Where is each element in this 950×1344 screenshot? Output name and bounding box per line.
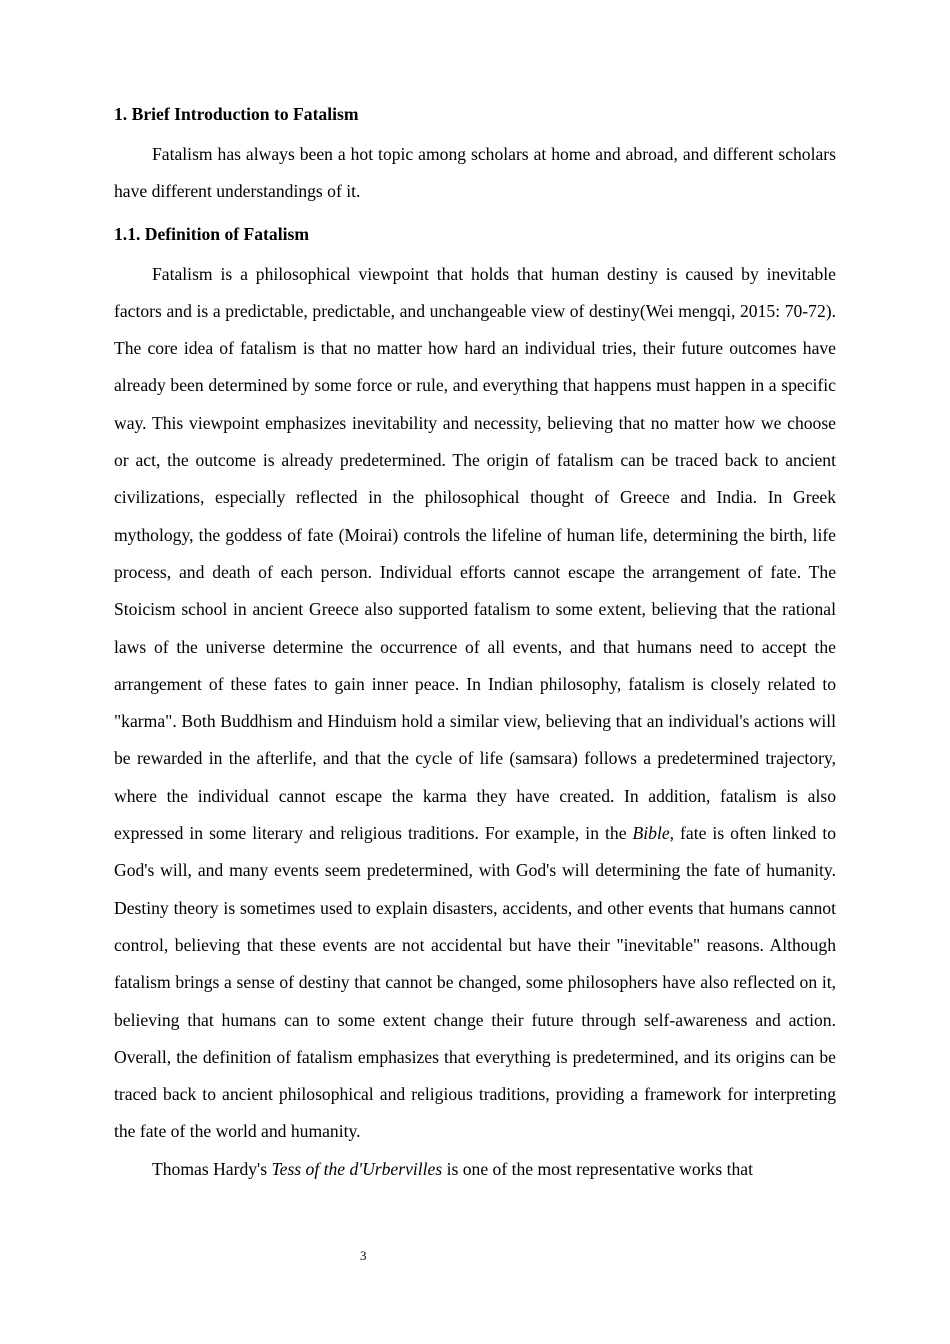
bible-title: Bible: [632, 823, 670, 844]
intro-paragraph: Fatalism has always been a hot topic among scholars at home and abroad, and different scholars have different understandings of it.: [114, 144, 836, 202]
document-page: [114, 100, 836, 1188]
section-heading-brief-introduction: 1. Brief Introduction to Fatalism: [114, 104, 359, 124]
definition-text-part1: Fatalism is a philosophical viewpoint that holds that human destiny is caused by inevitable factors and is a predictable, predictable, and unchangeable view of destiny(Wei mengqi, 2015: 70-72). The core idea of fatalism is that no matter how hard an individual tries, their future outcomes have already been determined by some force or rule, and everything that happens must happen in a specific way. This viewpoint emphasizes inevitability and necessity, believing that no matter how we choose or act, the outcome is already predetermined. The origin of fatalism can be traced back to ancient civilizations, especially reflected in the philosophical thought of Greece and India. In Greek mythology, the goddess of fate (Moirai) controls the lifeline of human life, determining the birth, life process, and death of each person. Individual efforts cannot escape the arrangement of fate. The Stoicism school in ancient Greece also supported fatalism to some extent, believing that the rational laws of the universe determine the occurrence of all events, and that humans need to accept the arrangement of these fates to gain inner peace. In Indian philosophy, fatalism is closely related to "karma". Both Buddhism and Hinduism hold a similar view, believing that an individual's actions will be rewarded in the afterlife, and that the cycle of life (samsara) follows a predetermined trajectory, where the individual cannot escape the karma they have created. In addition, fatalism is also expressed in some literary and religious traditions. For example, in the: [114, 263, 836, 844]
definition-paragraph: [114, 256, 836, 1151]
tess-text-part2: is one of the most representative works that: [442, 1158, 753, 1179]
subsection-heading-definition: 1.1. Definition of Fatalism: [114, 223, 309, 244]
definition-text-part2: , fate is often linked to God's will, and many events seem predetermined, with God's will determining the fate of humanity. Destiny theory is sometimes used to explain disasters, accidents, and other events that humans cannot control, believing that these events are not accidental but have their "inevitable" reasons. Although fatalism brings a sense of destiny that cannot be changed, some philosophers have also reflected on it, believing that humans can to some extent change their future through self-awareness and action. Overall, the definition of fatalism emphasizes that everything is predetermined, and its origins can be traced back to ancient philosophical and religious traditions, providing a framework for interpreting the fate of the world and humanity.: [114, 823, 836, 1142]
tess-text-part1: Thomas Hardy's: [152, 1158, 272, 1179]
tess-paragraph: [114, 1151, 836, 1188]
page-number: 3: [360, 1248, 367, 1263]
tess-book-title: Tess of the d'Urbervilles: [271, 1158, 443, 1179]
